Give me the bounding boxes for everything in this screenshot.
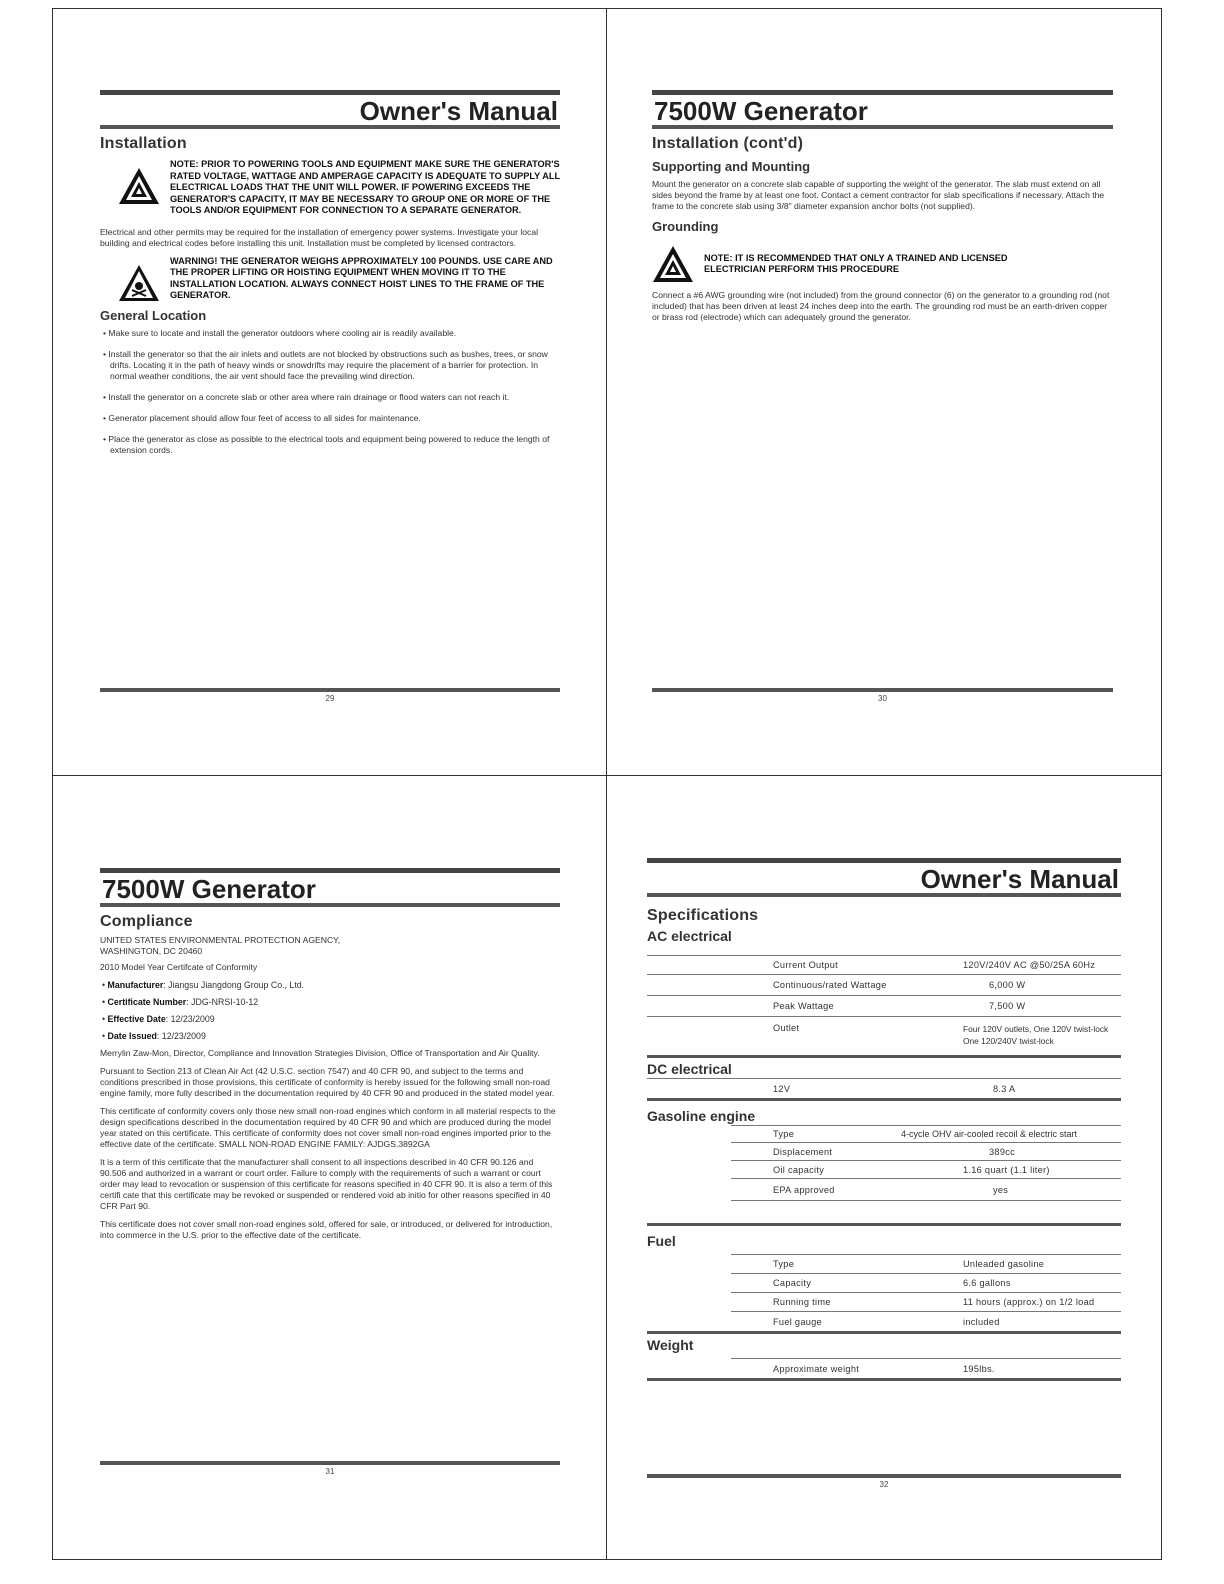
spec-label: Displacement — [773, 1146, 833, 1157]
field-certificate-number: • Certificate Number: JDG-NRSI-10-12 — [102, 997, 259, 1007]
paragraph: It is a term of this certificate that the manufacturer shall consent to all inspections described in 40 CFR 90.126 and 90.506 and authorized in a warrant or court order. Failure to comply with the requirements of such a warrant or court order may lead to revocation or suspension of this certificate for reasons specified in 40 CFR 90. It is also a term of this certifi cate that this certificate may be revoked or suspended or rendered void ab initio for other reasons specified in 40 CFR Part 90. — [100, 1157, 553, 1211]
spec-value: yes — [993, 1184, 1009, 1195]
spec-label: Oil capacity — [773, 1164, 825, 1175]
header-bar — [652, 90, 1113, 95]
spec-row — [647, 956, 1121, 975]
page-divider-horizontal — [52, 775, 1162, 776]
rule — [647, 1223, 1121, 1226]
spec-value: included — [963, 1316, 1000, 1327]
agency-city: WASHINGTON, DC 20460 — [100, 946, 203, 956]
list-item: • Make sure to locate and install the generator outdoors where cooling air is readily available. — [103, 327, 457, 338]
spec-value-line: One 120/240V twist-lock — [963, 1036, 1054, 1046]
paragraph: This certificate of conformity covers only those new small non-road engines which conform in all material respects to the design specifications described in the documentation required by 40 CFR 90 and which are produced during the model year stated on this certificate. This certificate of conformity does not cover small non-road engines imported prior to the effective date of the certificate. SMALL NON-ROAD ENGINE FAMILY: AJDGS.3892GA — [100, 1106, 556, 1149]
spec-row — [731, 1255, 1121, 1274]
rule — [647, 1378, 1121, 1381]
group-gasoline-engine: Gasoline engine — [647, 1108, 756, 1124]
spec-label: Approximate weight — [773, 1363, 860, 1374]
caution-triangle-icon — [652, 244, 694, 284]
header-bar — [100, 868, 560, 873]
agency-address — [100, 935, 560, 957]
spec-value: 1.16 quart (1.1 liter) — [963, 1164, 1050, 1175]
rule — [647, 1331, 1121, 1334]
spec-label: Continuous/rated Wattage — [773, 980, 887, 990]
spec-row — [731, 1359, 1121, 1378]
field-effective-date: • Effective Date: 12/23/2009 — [102, 1014, 215, 1024]
footer-bar — [100, 1461, 560, 1465]
spec-value: 8.3 A — [993, 1083, 1016, 1094]
list-item: • Place the generator as close as possible to the electrical tools and equipment being powered to reduce the length of extension cords. — [103, 433, 550, 455]
page-number: 30 — [878, 694, 887, 703]
list-item: • Generator placement should allow four feet of access to all sides for maintenance. — [103, 412, 421, 423]
subheading-general-location: General Location — [100, 307, 207, 323]
subheading-supporting: Supporting and Mounting — [652, 159, 811, 174]
rule — [647, 1098, 1121, 1101]
warning-text: WARNING! THE GENERATOR WEIGHS APPROXIMATELY 100 POUNDS. USE CARE AND THE PROPER LIFTING OR HOISTING EQUIPMENT WHEN MOVING IT TO THE INSTALLATION LOCATION. ALWAYS CONNECT HOIST LINES TO THE FRAME OF THE GENERATOR. — [170, 255, 553, 300]
paragraph: This certificate does not cover small non-road engines sold, offered for sale, or introduced, or delivered for introduction, into commerce in the U.S. prior to the effective date of the certificate. — [100, 1219, 553, 1240]
section-heading: Installation — [100, 135, 187, 152]
spec-row — [731, 1274, 1121, 1293]
spec-value: 195lbs. — [963, 1363, 995, 1374]
footer-bar — [100, 688, 560, 692]
page-31 — [100, 868, 560, 1488]
page-title: 7500W Generator — [100, 875, 560, 907]
page-number: 29 — [325, 694, 335, 703]
spec-label: Fuel gauge — [773, 1316, 822, 1327]
note-block — [652, 244, 1113, 284]
group-ac-electrical: AC electrical — [647, 928, 732, 944]
note-text: NOTE: IT IS RECOMMENDED THAT ONLY A TRAINED AND LICENSED ELECTRICIAN PERFORM THIS PROCEDURE — [704, 252, 1008, 274]
spec-row — [647, 996, 1121, 1017]
spec-label: Capacity — [773, 1278, 812, 1288]
list-item-text: Generator placement should allow four feet of access to all sides for maintenance. — [108, 412, 421, 423]
grounding-paragraph: Connect a #6 AWG grounding wire (not included) from the ground connector (6) on the generator to a grounding rod (not included) that has been driven at least 24 inches deep into the earth. The grounding rod must be an earth-driven copper or brass rod (electrode) which can adequately ground the generator. — [652, 290, 1110, 322]
section-heading: Specifications — [647, 907, 759, 924]
page-title: 7500W Generator — [652, 97, 1113, 129]
field-label: Certificate Number — [107, 997, 187, 1007]
page-divider-vertical — [606, 8, 607, 1560]
field-value: : 12/23/2009 — [165, 1014, 215, 1024]
warning-block — [100, 256, 560, 302]
spec-row — [647, 1079, 1121, 1098]
list-item-text: Place the generator as close as possible to the electrical tools and equipment being powered to reduce the length of extension cords. — [108, 433, 550, 455]
spec-value — [963, 1023, 1121, 1047]
agency-name: UNITED STATES ENVIRONMENTAL PROTECTION AGENCY, — [100, 935, 341, 945]
field-label: Manufacturer — [107, 980, 164, 990]
field-value: : 12/23/2009 — [156, 1031, 206, 1041]
page-29 — [100, 90, 560, 730]
spec-row — [731, 1126, 1121, 1143]
spec-label: EPA approved — [773, 1184, 835, 1195]
page-title: Owner's Manual — [647, 865, 1121, 897]
spec-value: Unleaded gasoline — [963, 1259, 1045, 1269]
spec-value: 6,000 W — [989, 980, 1026, 990]
field-manufacturer: • Manufacturer: Jiangsu Jiangdong Group Co., Ltd. — [102, 980, 305, 990]
page-30 — [652, 90, 1113, 730]
header-bar — [100, 90, 560, 95]
section-heading: Compliance — [100, 913, 193, 930]
spec-row — [731, 1312, 1121, 1331]
spec-value: 4-cycle OHV air-cooled recoil & electric start — [901, 1129, 1078, 1139]
spec-row — [731, 1179, 1121, 1201]
subheading-grounding: Grounding — [652, 219, 719, 234]
spec-value-line: Four 120V outlets, One 120V twist-lock — [963, 1024, 1109, 1034]
field-date-issued: • Date Issued: 12/23/2009 — [102, 1031, 206, 1041]
permits-paragraph: Electrical and other permits may be required for the installation of emergency power systems. Investigate your local building and electrical codes before installing this unit. Installation must be completed by licensed contractors. — [100, 226, 539, 248]
caution-triangle-icon — [118, 167, 160, 205]
list-item-text: Make sure to locate and install the generator outdoors where cooling air is readily available. — [108, 327, 457, 338]
footer-bar — [652, 688, 1113, 692]
field-value: : JDG-NRSI-10-12 — [186, 997, 259, 1007]
spec-label: Current Output — [773, 960, 838, 970]
field-value: : Jiangsu Jiangdong Group Co., Ltd. — [163, 980, 305, 990]
section-heading: Installation (cont'd) — [652, 135, 804, 152]
footer-bar — [647, 1474, 1121, 1478]
spec-label: Type — [773, 1129, 795, 1139]
paragraph: Merrylin Zaw-Mon, Director, Compliance and Innovation Strategies Division, Office of Transportation and Air Quality. — [100, 1048, 540, 1058]
spec-label: Type — [773, 1259, 795, 1269]
paragraph: Pursuant to Section 213 of Clean Air Act (42 U.S.C. section 7547) and 40 CFR 90, and subject to the terms and conditions prescribed in those provisions, this certificate of conformity is hereby issued for the following small non-road engine family, more fully described in the documentation required by 40 CFR 90 and produced in the stated model year. — [100, 1066, 555, 1098]
field-label: Effective Date — [107, 1014, 166, 1024]
spec-value: 6.6 gallons — [963, 1278, 1011, 1288]
spec-row — [731, 1143, 1121, 1161]
page-32 — [647, 858, 1121, 1498]
mounting-paragraph: Mount the generator on a concrete slab capable of supporting the weight of the generator. The slab must extend on all sides beyond the frame by at least one foot. Contact a cement contractor for slab specifications if necessary. Attach the frame to the concrete slab using 3/8" diameter expansion anchor bolts (not supplied). — [652, 179, 1105, 211]
spec-row — [647, 1017, 1121, 1055]
spec-row — [647, 975, 1121, 996]
spec-label: 12V — [773, 1083, 791, 1094]
spec-row — [731, 1293, 1121, 1312]
page-number: 32 — [879, 1480, 889, 1489]
note-block — [100, 159, 560, 217]
spec-value: 389cc — [989, 1146, 1016, 1157]
spec-value: 120V/240V AC @50/25A 60Hz — [963, 960, 1096, 970]
group-dc-electrical: DC electrical — [647, 1061, 732, 1077]
spec-row — [731, 1161, 1121, 1179]
page-number: 31 — [325, 1467, 335, 1476]
spec-label: Outlet — [773, 1023, 800, 1033]
list-item-text: Install the generator on a concrete slab or other area where rain drainage or flood waters can not reach it. — [108, 391, 510, 402]
group-fuel: Fuel — [647, 1233, 676, 1249]
field-label: Date Issued — [107, 1031, 157, 1041]
note-text: NOTE: PRIOR TO POWERING TOOLS AND EQUIPMENT MAKE SURE THE GENERATOR'S RATED VOLTAGE, WATTAGE AND AMPERAGE CAPACITY IS ADEQUATE TO SUPPLY ALL ELECTRICAL LOADS THAT THE UNIT WILL POWER. IF POWERING EXCEEDS THE GENERATOR'S CAPACITY, IT MAY BE NECESSARY TO GROUP ONE OR MORE OF THE TOOLS AND/OR EQUIPMENT FOR CONNECTION TO A SEPARATE GENERATOR. — [170, 159, 560, 215]
list-item: • Install the generator so that the air inlets and outlets are not blocked by obstructions such as bushes, trees, or snow drifts. Locating it in the path of heavy winds or snowdrifts may require the placement of a barrier for protection. In normal weather conditions, the air vent should face the prevailing wind direction. — [103, 348, 548, 381]
skull-warning-icon — [118, 264, 160, 302]
spec-value: 7,500 W — [989, 1001, 1026, 1011]
spec-label: Running time — [773, 1297, 831, 1307]
spec-value: 11 hours (approx.) on 1/2 load — [963, 1297, 1095, 1307]
group-weight: Weight — [647, 1337, 694, 1353]
page-title: Owner's Manual — [100, 97, 560, 129]
rule — [647, 1055, 1121, 1058]
certificate-title: 2010 Model Year Certifcate of Conformity — [100, 962, 258, 972]
spec-label: Peak Wattage — [773, 1001, 834, 1011]
list-item-text: Install the generator so that the air inlets and outlets are not blocked by obstructions such as bushes, trees, or snow drifts. Locating it in the path of heavy winds or snowdrifts may require the placement of a barrier for protection. In normal weather conditions, the air vent should face the prevailing wind direction. — [108, 348, 548, 381]
header-bar — [647, 858, 1121, 863]
list-item: • Install the generator on a concrete slab or other area where rain drainage or flood waters can not reach it. — [103, 391, 510, 402]
